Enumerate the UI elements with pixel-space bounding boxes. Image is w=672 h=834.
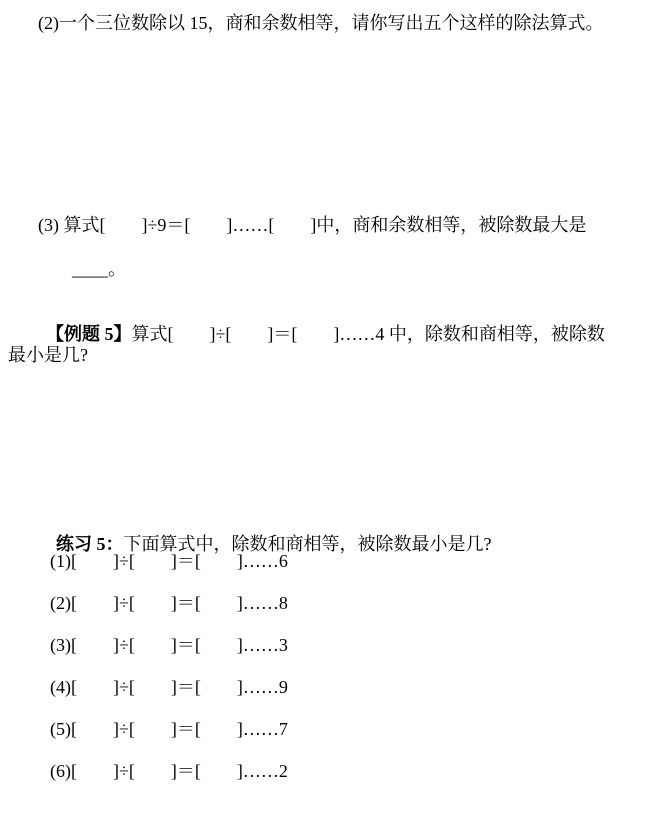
practice-5-text: 下面算式中，除数和商相等，被除数最小是几?: [123, 534, 492, 554]
example-5-line1: [28, 301, 605, 367]
practice-item-6: (6)[ ]÷[ ]＝[ ]……2: [50, 761, 288, 781]
example-5-label: 【例题 5】: [46, 324, 132, 344]
practice-5-list: [50, 540, 288, 792]
practice-item-3: (3)[ ]÷[ ]＝[ ]……3: [50, 635, 288, 655]
example-5-line2: 最小是几?: [8, 345, 88, 365]
practice-5-label: 练习 5：: [56, 534, 124, 554]
question-3-text: (3) 算式[ ]÷9＝[ ]……[ ]中，商和余数相等，被除数最大是: [38, 215, 587, 235]
practice-item-5: (5)[ ]÷[ ]＝[ ]……7: [50, 719, 288, 739]
practice-item-2: (2)[ ]÷[ ]＝[ ]……8: [50, 593, 288, 613]
question-2-text: (2)一个三位数除以 15，商和余数相等，请你写出五个这样的除法算式。: [38, 13, 604, 33]
example-5-text: 算式[ ]÷[ ]＝[ ]……4 中，除数和商相等，被除数: [131, 324, 605, 344]
question-3-answer-blank: ____。: [72, 259, 126, 279]
practice-item-4: (4)[ ]÷[ ]＝[ ]……9: [50, 677, 288, 697]
practice-item-1: (1)[ ]÷[ ]＝[ ]……6: [50, 551, 288, 571]
